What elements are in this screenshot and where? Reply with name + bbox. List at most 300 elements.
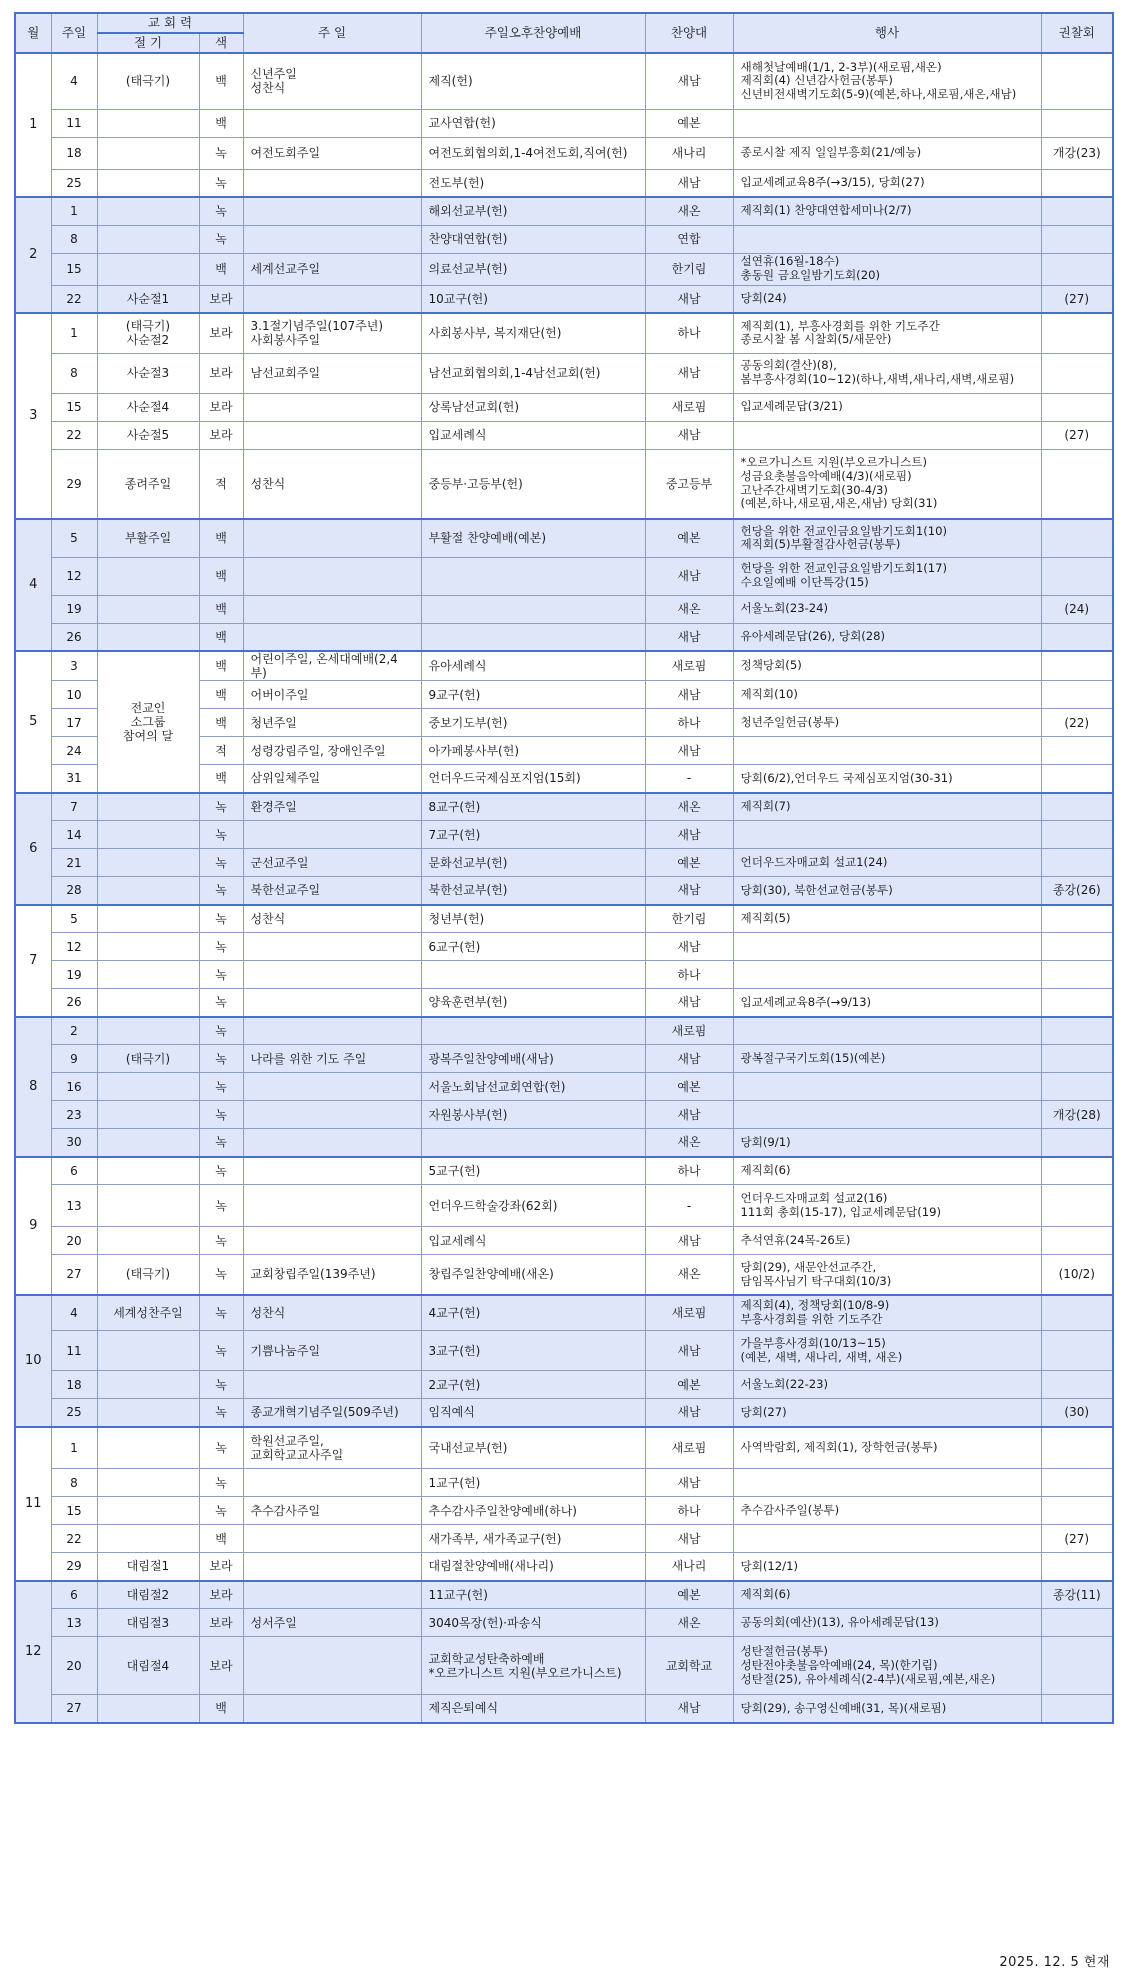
text-line: 새남: [677, 427, 701, 442]
table-header: [15, 13, 1113, 53]
sunday-name-cell: [243, 1637, 421, 1695]
text-line: 세계선교주일: [250, 261, 321, 276]
exhortation-cell: [1041, 1497, 1113, 1525]
exhortation-cell: [1041, 197, 1113, 225]
week-cell: [51, 821, 97, 849]
text-line: *오르가니스트 지원(부오르가니스트): [428, 1665, 622, 1680]
text-line: 새남: [677, 1343, 701, 1358]
text-line: 26: [66, 629, 82, 644]
text-line: 8: [70, 1475, 78, 1490]
text-line: 세계성찬주일: [113, 1305, 183, 1320]
text-line: 7: [70, 799, 78, 814]
text-line: 2교구(헌): [428, 1377, 481, 1392]
sunday-name-cell: [243, 1427, 421, 1469]
text-line: 녹: [215, 911, 227, 926]
events-cell: [733, 1609, 1041, 1637]
exhortation-cell: [1041, 449, 1113, 519]
events-cell: [733, 793, 1041, 821]
text-line: 성찬식: [250, 81, 286, 96]
afternoon-service-cell: [421, 961, 645, 989]
season-cell: [97, 1045, 199, 1073]
text-line: 성탄절헌금(봉투): [740, 1644, 828, 1659]
afternoon-service-cell: [421, 557, 645, 595]
events-cell: [733, 765, 1041, 793]
text-line: (30): [1064, 1405, 1090, 1420]
exhortation-cell: [1041, 651, 1113, 681]
events-cell: [733, 197, 1041, 225]
month-cell: [15, 1157, 51, 1295]
text-line: 남선교회주일: [250, 365, 321, 380]
liturgical-color-cell: [199, 1427, 243, 1469]
text-line: -: [686, 1198, 692, 1213]
text-line: 고난주간새벽기도회(30-4/3): [740, 482, 888, 497]
text-line: 어버이주일: [250, 687, 309, 702]
text-line: 헌당을 위한 전교인금요일밤기도회1(10): [740, 523, 948, 538]
text-line: 22: [66, 427, 82, 442]
text-line: 녹: [215, 1198, 227, 1213]
text-line: 대림절4: [126, 1658, 170, 1673]
sunday-name-cell: [243, 197, 421, 225]
liturgical-color-cell: [199, 1609, 243, 1637]
sunday-name-cell: [243, 595, 421, 623]
table-row: [15, 519, 1113, 557]
season-cell: [97, 1073, 199, 1101]
text-line: 백: [215, 601, 227, 616]
season-cell: [97, 1637, 199, 1695]
sunday-name-cell: [243, 1331, 421, 1371]
text-line: 녹: [215, 204, 227, 219]
text-line: 중등부·고등부(헌): [428, 476, 523, 491]
choir-cell: [645, 989, 733, 1017]
text-line: 새남: [677, 291, 701, 306]
exhortation-cell: [1041, 137, 1113, 169]
sunday-name-cell: [243, 623, 421, 651]
afternoon-service-cell: [421, 905, 645, 933]
text-line: 새남: [677, 1475, 701, 1490]
sunday-name-cell: [243, 1399, 421, 1427]
week-cell: [51, 595, 97, 623]
choir-cell: [645, 353, 733, 393]
table-row: [15, 1637, 1113, 1695]
sunday-name-cell: [243, 1101, 421, 1129]
afternoon-service-cell: [421, 1371, 645, 1399]
sunday-name-cell: [243, 821, 421, 849]
week-cell: [51, 53, 97, 109]
exhortation-cell: [1041, 557, 1113, 595]
afternoon-service-cell: [421, 169, 645, 197]
text-line: (태극기): [125, 74, 171, 89]
text-line: 녹: [215, 1051, 227, 1066]
text-line: 교사연합(헌): [428, 115, 496, 130]
choir-cell: [645, 1073, 733, 1101]
afternoon-service-cell: [421, 877, 645, 905]
header-events: 행사: [733, 13, 1041, 53]
text-line: 19: [66, 601, 82, 616]
events-cell: [733, 1525, 1041, 1553]
church-calendar-table: [14, 12, 1114, 1724]
afternoon-service-cell: [421, 197, 645, 225]
text-line: 입교세례문답(3/21): [740, 399, 843, 414]
week-cell: [51, 737, 97, 765]
text-line: 녹: [215, 939, 227, 954]
text-line: 새남: [677, 1531, 701, 1546]
events-cell: [733, 353, 1041, 393]
text-line: 19: [66, 967, 82, 982]
text-line: 하나: [677, 715, 701, 730]
text-line: 14: [66, 827, 82, 842]
table-row: [15, 1469, 1113, 1497]
text-line: 대림절찬양예배(새나리): [428, 1559, 554, 1574]
events-cell: [733, 849, 1041, 877]
afternoon-service-cell: [421, 353, 645, 393]
week-cell: [51, 1295, 97, 1331]
text-line: 25: [66, 1405, 82, 1420]
table-row: [15, 557, 1113, 595]
exhortation-cell: [1041, 1637, 1113, 1695]
exhortation-cell: [1041, 253, 1113, 285]
exhortation-cell: [1041, 933, 1113, 961]
liturgical-color-cell: [199, 285, 243, 313]
season-cell: [97, 1371, 199, 1399]
choir-cell: [645, 53, 733, 109]
events-cell: [733, 1045, 1041, 1073]
week-cell: [51, 253, 97, 285]
text-line: 언더우드국제심포지엄(15회): [428, 771, 581, 786]
text-line: 26: [66, 995, 82, 1010]
choir-cell: [645, 1101, 733, 1129]
choir-cell: [645, 737, 733, 765]
text-line: 부흥사경회를 위한 기도주간: [740, 1312, 883, 1327]
week-cell: [51, 449, 97, 519]
liturgical-color-cell: [199, 765, 243, 793]
text-line: 예본: [677, 115, 701, 130]
text-line: 추석연휴(24목-26토): [740, 1232, 851, 1247]
text-line: 백: [215, 74, 227, 89]
text-line: 새온: [677, 204, 701, 219]
sunday-name-cell: [243, 905, 421, 933]
events-cell: [733, 1497, 1041, 1525]
text-line: 보라: [209, 291, 233, 306]
liturgical-color-cell: [199, 1581, 243, 1609]
exhortation-cell: [1041, 1427, 1113, 1469]
choir-cell: [645, 1427, 733, 1469]
afternoon-service-cell: [421, 1045, 645, 1073]
text-line: 새온: [677, 799, 701, 814]
text-line: 추수감사주일: [250, 1503, 321, 1518]
text-line: 백: [215, 715, 227, 730]
text-line: 6교구(헌): [428, 939, 481, 954]
liturgical-color-cell: [199, 933, 243, 961]
week-cell: [51, 849, 97, 877]
text-line: 16: [66, 1079, 82, 1094]
text-line: 참여의 달: [122, 728, 174, 743]
text-line: 중고등부: [665, 476, 713, 491]
week-cell: [51, 623, 97, 651]
week-cell: [51, 1255, 97, 1295]
text-line: 녹: [215, 1107, 227, 1122]
liturgical-color-cell: [199, 1073, 243, 1101]
text-line: 새로핌: [671, 1305, 707, 1320]
text-line: -: [686, 771, 692, 786]
exhortation-cell: [1041, 821, 1113, 849]
week-cell: [51, 169, 97, 197]
season-cell: [97, 393, 199, 421]
season-cell: [97, 169, 199, 197]
month-cell: [15, 1427, 51, 1581]
events-cell: [733, 1581, 1041, 1609]
exhortation-cell: [1041, 709, 1113, 737]
text-line: 문화선교부(헌): [428, 855, 508, 870]
sunday-name-cell: [243, 1045, 421, 1073]
text-line: 27: [66, 1701, 82, 1716]
season-cell: [97, 1427, 199, 1469]
text-line: 성탄절(25), 유아세례식(2-4부)(새로핌,예본,새온): [740, 1671, 996, 1686]
choir-cell: [645, 765, 733, 793]
sunday-name-cell: [243, 1157, 421, 1185]
text-line: 1: [29, 117, 38, 133]
text-line: 예본: [677, 531, 701, 546]
text-line: 4: [70, 1305, 78, 1320]
liturgical-color-cell: [199, 1227, 243, 1255]
liturgical-color-cell: [199, 137, 243, 169]
choir-cell: [645, 1129, 733, 1157]
text-line: 보라: [209, 1559, 233, 1574]
sunday-name-cell: [243, 793, 421, 821]
exhortation-cell: [1041, 989, 1113, 1017]
choir-cell: [645, 933, 733, 961]
text-line: 녹: [215, 231, 227, 246]
text-line: 새온: [677, 601, 701, 616]
text-line: 10교구(헌): [428, 291, 488, 306]
text-line: 언더우드학술강좌(62회): [428, 1198, 558, 1213]
text-line: 성찬식: [250, 1305, 286, 1320]
text-line: 자원봉사부(헌): [428, 1107, 508, 1122]
text-line: 언더우드자매교회 설교2(16): [740, 1191, 888, 1206]
text-line: 새가족부, 새가족교구(헌): [428, 1531, 562, 1546]
text-line: 2: [70, 1023, 78, 1038]
sunday-name-cell: [243, 421, 421, 449]
header-afternoon-service: 주일오후찬양예배: [421, 13, 645, 53]
header-month: 월: [15, 13, 51, 53]
liturgical-color-cell: [199, 989, 243, 1017]
events-cell: [733, 1073, 1041, 1101]
text-line: 새로핌: [671, 399, 707, 414]
choir-cell: [645, 1255, 733, 1295]
afternoon-service-cell: [421, 821, 645, 849]
text-line: 새남: [677, 827, 701, 842]
liturgical-color-cell: [199, 1469, 243, 1497]
text-line: 종교개혁기념주일(509주년): [250, 1405, 399, 1420]
events-cell: [733, 709, 1041, 737]
text-line: 녹: [215, 1475, 227, 1490]
exhortation-cell: [1041, 393, 1113, 421]
sunday-name-cell: [243, 225, 421, 253]
table-row: [15, 989, 1113, 1017]
text-line: 3: [29, 408, 38, 424]
sunday-name-cell: [243, 557, 421, 595]
choir-cell: [645, 1371, 733, 1399]
afternoon-service-cell: [421, 1609, 645, 1637]
exhortation-cell: [1041, 1525, 1113, 1553]
week-cell: [51, 1497, 97, 1525]
text-line: 추수감사주일찬양예배(하나): [428, 1503, 577, 1518]
sunday-name-cell: [243, 989, 421, 1017]
text-line: 녹: [215, 1377, 227, 1392]
liturgical-color-cell: [199, 1101, 243, 1129]
season-cell: [97, 1101, 199, 1129]
exhortation-cell: [1041, 1073, 1113, 1101]
text-line: 새남: [677, 1051, 701, 1066]
text-line: 백: [215, 629, 227, 644]
afternoon-service-cell: [421, 1255, 645, 1295]
afternoon-service-cell: [421, 253, 645, 285]
month-cell: [15, 313, 51, 519]
table-row: [15, 1129, 1113, 1157]
choir-cell: [645, 1695, 733, 1723]
season-cell: [97, 519, 199, 557]
afternoon-service-cell: [421, 595, 645, 623]
table-row: [15, 1371, 1113, 1399]
text-line: 제직(헌): [428, 74, 473, 89]
text-line: 성찬식: [250, 911, 286, 926]
liturgical-color-cell: [199, 709, 243, 737]
header-color: 색: [199, 33, 243, 53]
text-line: 북한선교부(헌): [428, 883, 508, 898]
week-cell: [51, 1469, 97, 1497]
text-line: 당회(27): [740, 1404, 787, 1419]
text-line: 18: [66, 145, 82, 160]
sunday-name-cell: [243, 1695, 421, 1723]
text-line: 청년부(헌): [428, 911, 485, 926]
events-cell: [733, 109, 1041, 137]
text-line: 백: [215, 1701, 227, 1716]
text-line: 양육훈련부(헌): [428, 995, 508, 1010]
afternoon-service-cell: [421, 137, 645, 169]
afternoon-service-cell: [421, 1227, 645, 1255]
choir-cell: [645, 1045, 733, 1073]
choir-cell: [645, 285, 733, 313]
week-cell: [51, 989, 97, 1017]
events-cell: [733, 225, 1041, 253]
text-line: 4교구(헌): [428, 1305, 481, 1320]
text-line: 녹: [215, 145, 227, 160]
text-line: 15: [66, 261, 82, 276]
table-row: [15, 1017, 1113, 1045]
text-line: 백: [215, 568, 227, 583]
text-line: 13: [66, 1615, 82, 1630]
text-line: 총동원 금요일밤기도회(20): [740, 268, 880, 282]
text-line: 군선교주일: [250, 855, 309, 870]
text-line: 9: [70, 1051, 78, 1066]
events-cell: [733, 393, 1041, 421]
table-row: [15, 1695, 1113, 1723]
season-cell: [97, 109, 199, 137]
text-line: 교회학교: [665, 1658, 713, 1673]
events-cell: [733, 877, 1041, 905]
choir-cell: [645, 421, 733, 449]
table-row: [15, 1045, 1113, 1073]
text-line: 새온: [677, 1135, 701, 1150]
liturgical-color-cell: [199, 1129, 243, 1157]
text-line: 제직은퇴예식: [428, 1701, 499, 1716]
afternoon-service-cell: [421, 1581, 645, 1609]
choir-cell: [645, 877, 733, 905]
sunday-name-cell: [243, 1497, 421, 1525]
liturgical-color-cell: [199, 821, 243, 849]
sunday-name-cell: [243, 1255, 421, 1295]
text-line: 제직회(4), 정책당회(10/8-9): [740, 1298, 890, 1313]
text-line: 환경주일: [250, 799, 297, 814]
exhortation-cell: [1041, 1185, 1113, 1227]
afternoon-service-cell: [421, 449, 645, 519]
choir-cell: [645, 1497, 733, 1525]
text-line: 제직회(4) 신년감사헌금(봉투): [740, 73, 893, 88]
week-cell: [51, 1609, 97, 1637]
text-line: 10: [66, 687, 82, 702]
exhortation-cell: [1041, 1553, 1113, 1581]
events-cell: [733, 519, 1041, 557]
text-line: 새남: [677, 939, 701, 954]
choir-cell: [645, 519, 733, 557]
text-line: 3교구(헌): [428, 1343, 481, 1358]
text-line: 전교인: [130, 700, 166, 715]
text-line: 해외선교부(헌): [428, 204, 508, 219]
text-line: 새남: [677, 1701, 701, 1716]
afternoon-service-cell: [421, 709, 645, 737]
text-line: 서울노회(22-23): [740, 1376, 829, 1391]
exhortation-cell: [1041, 1045, 1113, 1073]
exhortation-cell: [1041, 1129, 1113, 1157]
text-line: 6: [70, 1587, 78, 1602]
season-cell: [97, 449, 199, 519]
afternoon-service-cell: [421, 651, 645, 681]
text-line: 청년주일헌금(봉투): [740, 714, 840, 729]
season-cell: [97, 623, 199, 651]
exhortation-cell: [1041, 353, 1113, 393]
exhortation-cell: [1041, 421, 1113, 449]
season-cell: [97, 651, 199, 793]
text-line: 새온: [677, 1267, 701, 1282]
events-cell: [733, 1637, 1041, 1695]
choir-cell: [645, 1227, 733, 1255]
week-cell: [51, 1695, 97, 1723]
text-line: 상록남선교회(헌): [428, 399, 520, 414]
text-line: 백: [215, 771, 227, 786]
text-line: 11: [66, 115, 82, 130]
exhortation-cell: [1041, 1157, 1113, 1185]
text-line: 새로핌: [671, 1440, 707, 1455]
choir-cell: [645, 1525, 733, 1553]
text-line: 제직회(7): [740, 799, 791, 814]
season-cell: [97, 421, 199, 449]
season-cell: [97, 137, 199, 169]
choir-cell: [645, 137, 733, 169]
text-line: 새나리: [671, 145, 707, 160]
text-line: 새남: [677, 365, 701, 380]
text-line: (27): [1064, 1531, 1090, 1546]
text-line: 성금요촛불음악예배(4/3)(새로핌): [740, 469, 912, 484]
text-line: 18: [66, 1377, 82, 1392]
text-line: 11: [66, 1343, 82, 1358]
exhortation-cell: [1041, 1227, 1113, 1255]
events-cell: [733, 989, 1041, 1017]
exhortation-cell: [1041, 53, 1113, 109]
liturgical-color-cell: [199, 1045, 243, 1073]
header-week: 주일: [51, 13, 97, 53]
text-line: 종강(11): [1052, 1587, 1101, 1602]
text-line: 예본: [677, 855, 701, 870]
events-cell: [733, 1399, 1041, 1427]
